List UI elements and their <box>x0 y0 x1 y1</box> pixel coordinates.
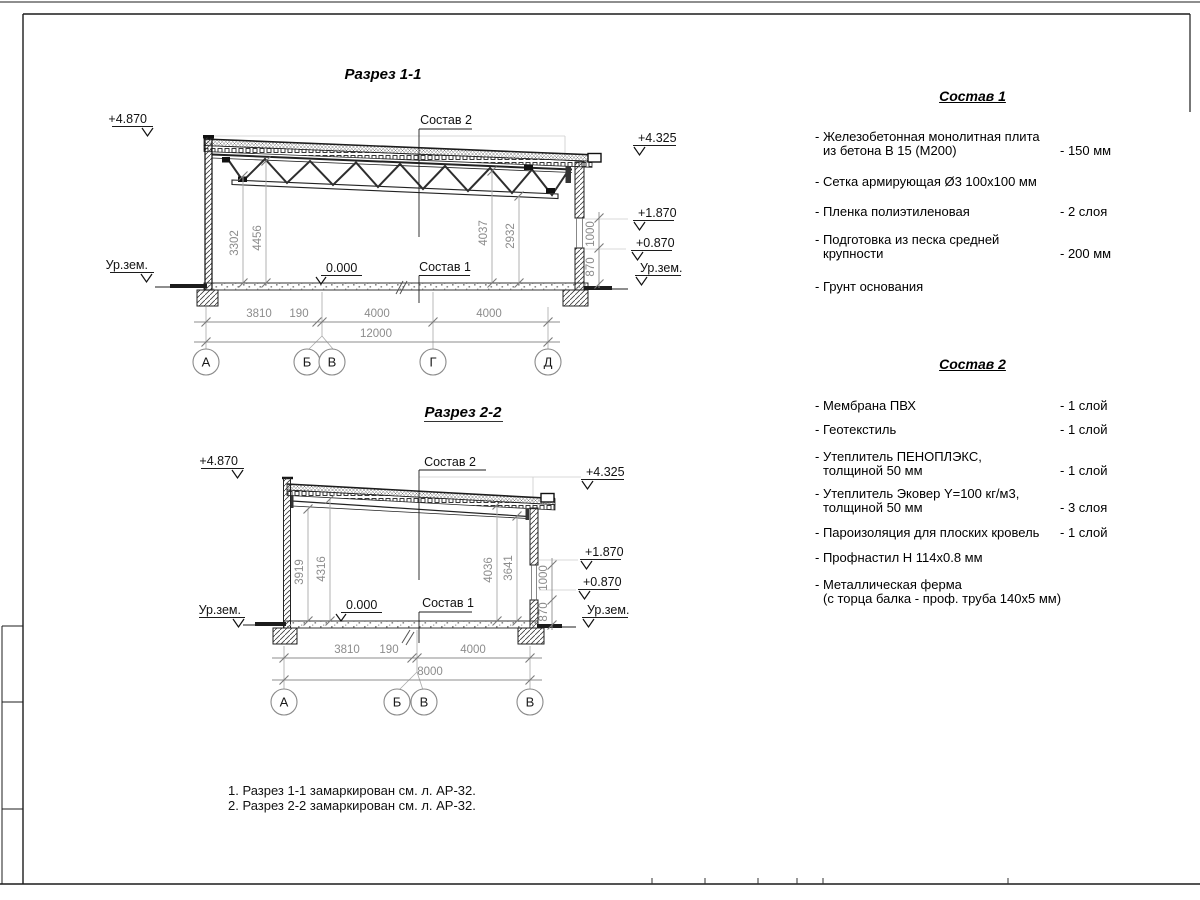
item-text: - Железобетонная монолитная плита <box>815 129 1040 144</box>
svg-text:870: 870 <box>585 257 597 277</box>
item-text: - Мембрана ПВХ <box>815 398 916 413</box>
svg-text:Д: Д <box>543 354 553 370</box>
elevation-right-top <box>633 131 677 155</box>
list-item <box>815 399 1130 413</box>
zero-level-mark <box>336 598 382 621</box>
floor-slab <box>284 621 538 645</box>
interior-dimensions <box>229 157 604 289</box>
left-stamp-boxes <box>2 626 23 884</box>
list-item <box>815 487 1130 514</box>
item-value: - 2 слоя <box>1060 204 1108 219</box>
list-item <box>815 450 1130 477</box>
item-text: - Утеплитель Эковер Y=100 кг/м3, <box>815 486 1020 501</box>
composition-2-title: Состав 2 <box>939 356 1006 372</box>
bottom-dimensions <box>194 292 560 349</box>
sostav2-leader <box>419 455 486 580</box>
svg-text:3810: 3810 <box>246 308 272 320</box>
svg-text:+1.870: +1.870 <box>638 206 677 220</box>
item-text: - Пароизоляция для плоских кровель <box>815 525 1040 540</box>
svg-text:190: 190 <box>379 644 399 656</box>
svg-text:Состав 1: Состав 1 <box>419 260 471 274</box>
ground-mark-right <box>635 261 682 285</box>
item-text-line2: (с торца балка - проф. труба 140x5 мм) <box>823 590 1062 606</box>
item-value: - 1 слой <box>1060 525 1108 540</box>
composition-2 <box>815 0 1130 620</box>
item-value: - 1 слой <box>1060 422 1108 437</box>
svg-text:Состав 1: Состав 1 <box>422 596 474 610</box>
note-line: 2. Разрез 2-2 замаркирован см. л. АР-32. <box>228 798 476 813</box>
roof <box>287 484 555 510</box>
svg-text:Состав 2: Состав 2 <box>424 455 476 469</box>
svg-text:4000: 4000 <box>476 308 502 320</box>
section-2-title: Разрез 2-2 <box>424 404 502 421</box>
item-text: - Геотекстиль <box>815 422 897 437</box>
elevation-marks <box>199 454 630 627</box>
elevation-left-top <box>108 112 153 136</box>
list-item <box>815 551 1130 565</box>
svg-text:3302: 3302 <box>229 230 241 256</box>
list-item <box>815 423 1130 437</box>
item-text: - Подготовка из песка средней <box>815 232 1000 247</box>
svg-text:3919: 3919 <box>294 559 306 585</box>
item-text: - Сетка армирующая Ø3 100x100 мм <box>815 174 1037 189</box>
svg-text:3641: 3641 <box>503 555 515 581</box>
svg-text:Ур.зем.: Ур.зем. <box>640 261 683 275</box>
svg-text:+4.325: +4.325 <box>638 131 677 145</box>
ground-mark-left <box>106 258 154 282</box>
section-2-2 <box>199 404 630 715</box>
bottom-dimensions <box>272 630 542 690</box>
item-text: - Утеплитель ПЕНОПЛЭКС, <box>815 449 982 464</box>
svg-text:Ур.зем.: Ур.зем. <box>587 603 630 617</box>
svg-text:+0.870: +0.870 <box>636 236 675 250</box>
svg-text:8000: 8000 <box>417 666 443 678</box>
item-text: - Пленка полиэтиленовая <box>815 204 970 219</box>
right-wall <box>575 162 585 290</box>
svg-text:12000: 12000 <box>360 328 392 340</box>
item-text: - Металлическая ферма <box>815 577 962 592</box>
axis-bubbles <box>193 349 561 375</box>
svg-text:Состав 2: Состав 2 <box>420 113 472 127</box>
svg-text:В: В <box>327 354 337 370</box>
roof-end-box <box>588 154 601 163</box>
elevation-right-top <box>581 465 625 489</box>
svg-text:+4.870: +4.870 <box>199 454 238 468</box>
elevation-left-top <box>199 454 244 478</box>
svg-text:А: А <box>201 354 211 370</box>
svg-text:2932: 2932 <box>505 223 517 249</box>
svg-text:1000: 1000 <box>585 221 597 247</box>
sostav2-leader <box>419 113 472 237</box>
svg-text:В: В <box>525 694 535 710</box>
elevation-right-mid <box>580 545 624 569</box>
sostav1-leader <box>419 596 474 643</box>
svg-text:Ур.зем.: Ур.зем. <box>105 258 148 272</box>
svg-text:+4.870: +4.870 <box>108 112 147 126</box>
svg-text:870: 870 <box>538 602 550 622</box>
section-1-1 <box>106 66 683 375</box>
foundations <box>197 290 588 306</box>
item-value: - 150 мм <box>1060 142 1112 158</box>
item-text-line2: толщиной 50 мм <box>823 499 923 515</box>
item-text-line2: крупности <box>823 245 884 261</box>
sheet-notes <box>228 783 476 813</box>
zero-level-mark <box>316 261 362 284</box>
item-text-line2: толщиной 50 мм <box>823 462 923 478</box>
svg-text:Г: Г <box>429 354 437 370</box>
item-text-line2: из бетона В 15 (М200) <box>823 142 957 158</box>
item-value: - 200 мм <box>1060 245 1112 261</box>
svg-text:1000: 1000 <box>538 565 550 591</box>
list-item <box>815 526 1130 540</box>
ground-mark-right <box>582 603 629 627</box>
svg-text:+4.325: +4.325 <box>586 465 625 479</box>
svg-text:0.000: 0.000 <box>326 261 358 275</box>
svg-text:3810: 3810 <box>334 644 360 656</box>
svg-text:0.000: 0.000 <box>346 598 378 612</box>
ground-mark-left <box>199 603 245 627</box>
elevation-right-mid <box>633 206 677 230</box>
item-value: - 1 слой <box>1060 398 1108 413</box>
svg-text:+0.870: +0.870 <box>583 575 622 589</box>
item-value: - 3 слоя <box>1060 499 1108 515</box>
svg-text:А: А <box>279 694 289 710</box>
svg-text:4000: 4000 <box>460 644 486 656</box>
roof-end-box <box>541 494 554 503</box>
svg-text:4036: 4036 <box>483 557 495 583</box>
svg-text:190: 190 <box>289 308 309 320</box>
elevation-right-low <box>578 575 622 599</box>
sostav1-leader <box>419 260 471 303</box>
svg-text:В: В <box>419 694 429 710</box>
titleblock-ticks <box>652 878 1008 884</box>
axis-labels <box>202 355 553 370</box>
item-text: - Профнастил Н 114x0.8 мм <box>815 550 983 565</box>
svg-text:Б: Б <box>392 694 402 710</box>
axis-bubbles <box>271 689 543 715</box>
section-1-title: Разрез 1-1 <box>344 66 422 83</box>
item-value: - 1 слой <box>1060 462 1108 478</box>
svg-text:Ур.зем.: Ур.зем. <box>198 603 241 617</box>
svg-text:4037: 4037 <box>478 220 490 246</box>
composition-1-title: Состав 1 <box>939 88 1006 104</box>
svg-text:+1.870: +1.870 <box>585 545 624 559</box>
elevation-right-low <box>631 236 675 260</box>
svg-text:4316: 4316 <box>316 556 328 582</box>
svg-text:Б: Б <box>302 354 312 370</box>
window-opening <box>575 218 585 248</box>
note-line: 1. Разрез 1-1 замаркирован см. л. АР-32. <box>228 783 476 798</box>
left-column <box>203 135 214 290</box>
svg-text:4000: 4000 <box>364 308 390 320</box>
list-item <box>815 578 1130 605</box>
item-text: - Грунт основания <box>815 279 924 294</box>
svg-text:4456: 4456 <box>252 225 264 251</box>
